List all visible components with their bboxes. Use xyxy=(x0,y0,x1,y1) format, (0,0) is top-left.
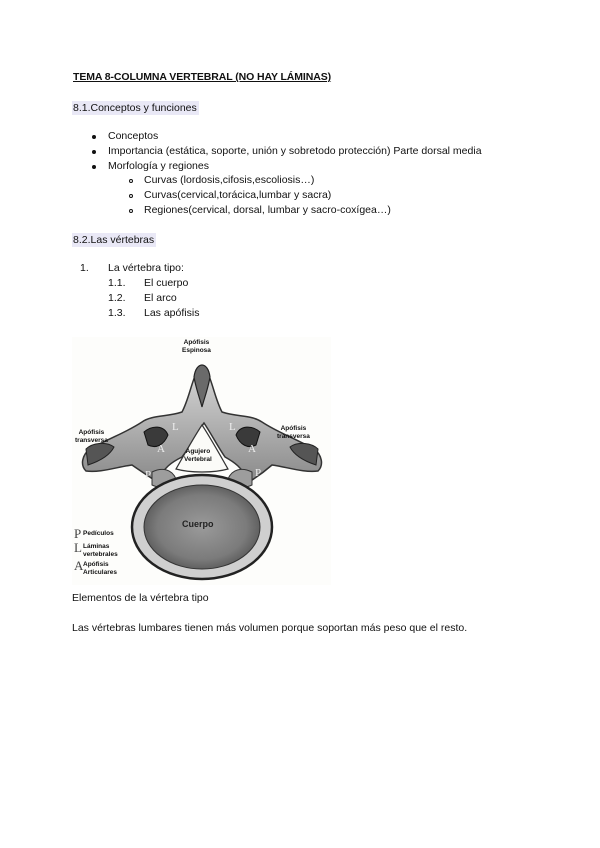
label-agujero-vertebral xyxy=(184,448,212,464)
label-apofisis-transversa-left xyxy=(75,429,108,445)
document-title: TEMA 8-COLUMNA VERTEBRAL (NO HAY LÁMINAS) xyxy=(73,71,332,83)
label-apofisis-espinosa xyxy=(182,339,211,355)
bullet-icon xyxy=(92,165,96,169)
letter-l-right: L xyxy=(229,421,236,433)
label-line: Láminas xyxy=(83,543,110,550)
body-paragraph: Las vértebras lumbares tienen más volumen porque soportan más peso que el resto. xyxy=(72,622,468,634)
legend-laminas xyxy=(83,543,118,559)
sub-bullet-icon xyxy=(129,209,133,213)
letter-a-right: A xyxy=(248,443,256,455)
list-number: 1. xyxy=(80,262,89,274)
sub-bullet-item: Curvas (lordosis,cifosis,escoliosis…) xyxy=(144,174,315,186)
legend-letter-a: A xyxy=(74,558,84,573)
label-line: transversa xyxy=(75,437,108,444)
bullet-icon xyxy=(92,135,96,139)
legend-pediculos: Pedículos xyxy=(83,530,114,537)
label-line: Apófisis xyxy=(83,561,109,568)
legend-letter-p: P xyxy=(74,526,82,541)
list-item: La vértebra tipo: xyxy=(108,262,184,274)
bullet-item: Conceptos xyxy=(108,130,159,142)
bullet-icon xyxy=(92,150,96,154)
section-heading-8-2: 8.2.Las vértebras xyxy=(73,234,155,246)
list-number: 1.2. xyxy=(108,292,126,304)
label-cuerpo: Cuerpo xyxy=(182,519,214,529)
sub-bullet-icon xyxy=(129,179,133,183)
section-heading-8-1: 8.1.Conceptos y funciones xyxy=(73,102,197,114)
sub-bullet-item: Curvas(cervical,torácica,lumbar y sacra) xyxy=(144,189,332,201)
sub-bullet-item: Regiones(cervical, dorsal, lumbar y sacro-coxígea…) xyxy=(144,204,391,216)
label-line: Apófisis xyxy=(78,429,105,436)
list-item: Las apófisis xyxy=(144,307,200,319)
legend-letter-l: L xyxy=(74,540,82,555)
label-line: transversa xyxy=(277,433,310,440)
figure-caption: Elementos de la vértebra tipo xyxy=(72,592,209,604)
label-line: Agujero xyxy=(185,448,211,455)
label-line: Espinosa xyxy=(182,347,211,354)
bullet-item: Importancia (estática, soporte, unión y sobretodo protección) Parte dorsal media xyxy=(108,145,482,157)
label-apofisis-transversa-right xyxy=(277,425,310,441)
label-line: Apófisis xyxy=(280,425,307,432)
legend-apofisis-articulares xyxy=(83,561,117,577)
label-line: vertebrales xyxy=(83,551,118,558)
list-number: 1.3. xyxy=(108,307,126,319)
label-line: Articulares xyxy=(83,569,117,576)
vertebra-figure xyxy=(72,337,331,585)
letter-l-left: L xyxy=(172,421,179,433)
list-number: 1.1. xyxy=(108,277,126,289)
list-item: El cuerpo xyxy=(144,277,189,289)
letter-p-right: P xyxy=(255,467,262,479)
letter-a-left: A xyxy=(157,443,165,455)
letter-p-left: P xyxy=(145,469,152,481)
sub-bullet-icon xyxy=(129,194,133,198)
label-line: Vertebral xyxy=(184,456,212,463)
list-item: El arco xyxy=(144,292,177,304)
label-line: Apófisis xyxy=(183,339,210,346)
bullet-item: Morfología y regiones xyxy=(108,160,209,172)
